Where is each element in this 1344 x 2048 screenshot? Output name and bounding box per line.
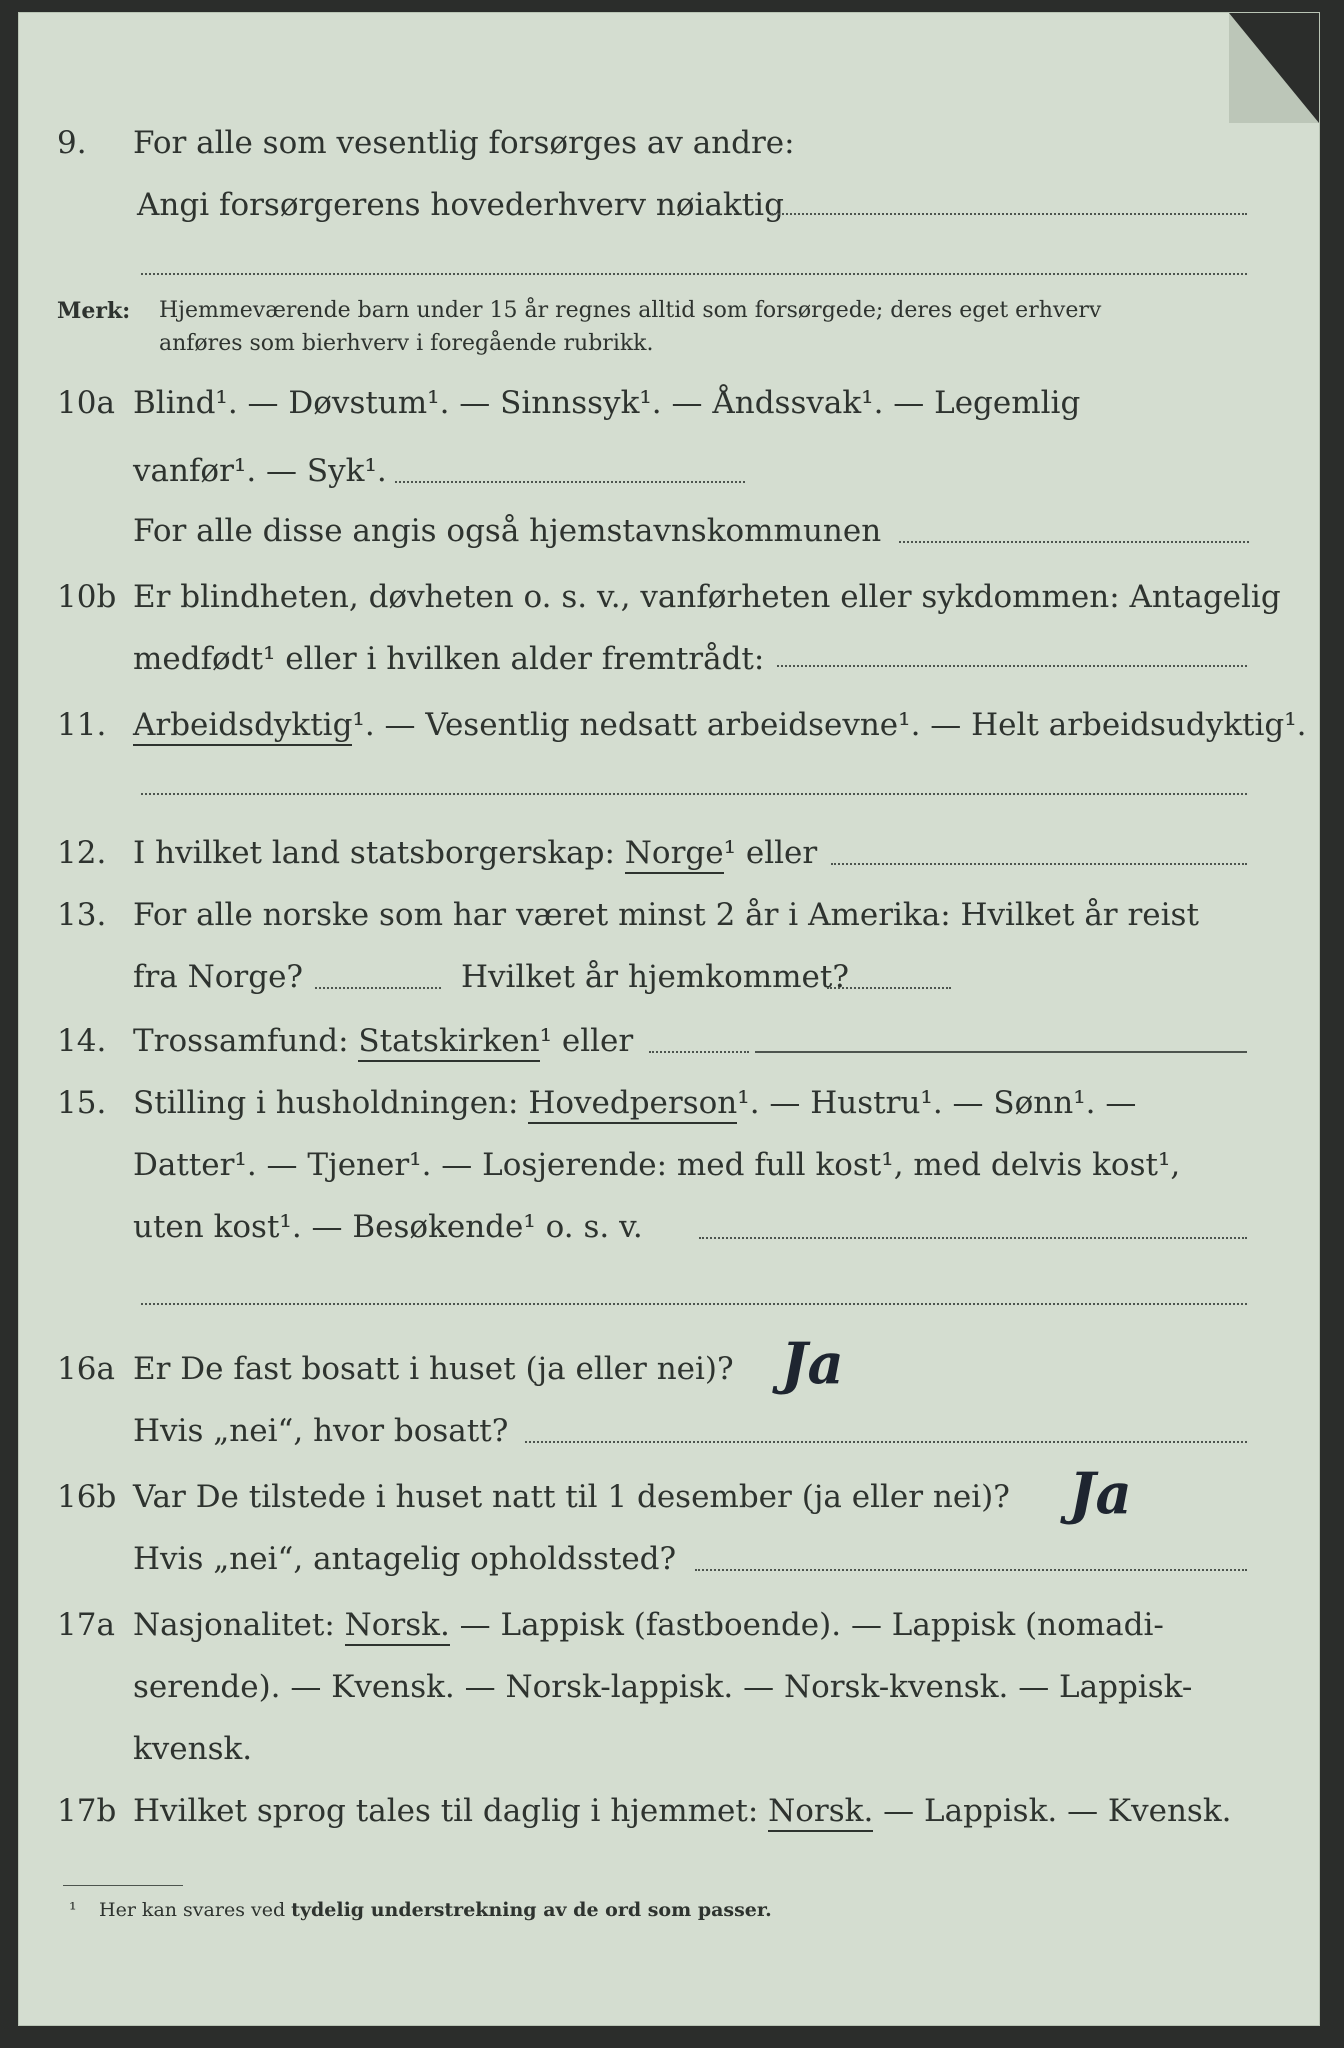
- q17a-line3: kvensk.: [133, 1731, 253, 1767]
- footnote-rule: [63, 1885, 183, 1886]
- q9-answer-field-2[interactable]: [141, 273, 1247, 275]
- q15-answer-field[interactable]: [141, 1303, 1247, 1305]
- q13-hjemkommet-field[interactable]: [827, 987, 951, 989]
- q10b-line1: Er blindheten, døvheten o. s. v., vanførheten eller sykdommen: Antagelig: [133, 579, 1281, 615]
- q9-line1: For alle som vesentlig forsørges av andre:: [133, 125, 795, 161]
- q16a-line1: Er De fast bosatt i huset (ja eller nei)?: [133, 1351, 734, 1387]
- q13-reist-field[interactable]: [315, 987, 441, 989]
- q17b-options: — Lappisk. — Kvensk.: [873, 1793, 1232, 1829]
- q13-line2a: fra Norge?: [133, 959, 304, 995]
- q17a-line2: serende). — Kvensk. — Norsk-lappisk. — Norsk-kvensk. — Lappisk-: [133, 1669, 1193, 1705]
- q16a-number: 16a: [57, 1351, 115, 1387]
- merk-line1: Hjemmeværende barn under 15 år regnes alltid som forsørgede; deres eget erhverv: [159, 298, 1102, 323]
- footnote-text: [99, 1899, 772, 1921]
- q17a-line1: [133, 1607, 1164, 1643]
- q15-line3: uten kost¹. — Besøkende¹ o. s. v.: [133, 1209, 643, 1245]
- q16a-bosatt-field[interactable]: [525, 1441, 1247, 1443]
- q12-eller: ¹ eller: [723, 835, 818, 871]
- q10a-number: 10a: [57, 385, 115, 421]
- q11-line: [133, 707, 1307, 743]
- q17a-options: — Lappisk (fastboende). — Lappisk (nomadi-: [449, 1607, 1164, 1643]
- q17b-underlined-choice: Norsk.: [768, 1793, 873, 1832]
- q14-underlined-choice: Statskirken: [358, 1023, 539, 1062]
- q9-number: 9.: [57, 125, 87, 161]
- q13-line2b: Hvilket år hjemkommet?: [461, 959, 849, 995]
- q16b-line2: Hvis „nei“, antagelig opholdssted?: [133, 1541, 677, 1577]
- footnote-text-b: tydelig understrekning av de ord som passer.: [291, 1899, 772, 1921]
- q10a-kommune-field[interactable]: [899, 541, 1249, 543]
- q14-line: [133, 1023, 633, 1059]
- q16a-line2: Hvis „nei“, hvor bosatt?: [133, 1413, 509, 1449]
- q15-number: 15.: [57, 1085, 107, 1121]
- folded-corner: [1229, 13, 1319, 123]
- q16b-handwritten-answer: Ja: [1069, 1461, 1132, 1527]
- q16b-line1: Var De tilstede i huset natt til 1 desember (ja eller nei)?: [133, 1479, 1010, 1515]
- q16b-number: 16b: [57, 1479, 117, 1515]
- q11-answer-field[interactable]: [141, 793, 1247, 795]
- q17a-question: Nasjonalitet:: [133, 1607, 345, 1643]
- q15-line2: Datter¹. — Tjener¹. — Losjerende: med full kost¹, med delvis kost¹,: [133, 1147, 1181, 1183]
- q17a-underlined-choice: Norsk.: [345, 1607, 450, 1646]
- q10b-line2: medfødt¹ eller i hvilken alder fremtrådt:: [133, 641, 765, 677]
- q12-question: I hvilket land statsborgerskap:: [133, 835, 625, 871]
- q14-other-field[interactable]: [649, 1051, 749, 1053]
- q10a-line3: For alle disse angis også hjemstavnskommunen: [133, 513, 882, 549]
- q14-eller: ¹ eller: [539, 1023, 634, 1059]
- q11-number: 11.: [57, 707, 107, 743]
- q14-number: 14.: [57, 1023, 107, 1059]
- q15-underlined-choice: Hovedperson: [528, 1085, 737, 1124]
- merk-label: Merk:: [57, 298, 131, 324]
- q10a-line2: vanfør¹. — Syk¹.: [133, 453, 387, 489]
- q14-question: Trossamfund:: [133, 1023, 359, 1059]
- q13-line1: For alle norske som har været minst 2 år i Amerika: Hvilket år reist: [133, 897, 1199, 933]
- census-form-page: [18, 12, 1320, 2026]
- q15-question: Stilling i husholdningen:: [133, 1085, 529, 1121]
- footnote-text-a: Her kan svares ved: [99, 1899, 292, 1921]
- q16b-opholdssted-field[interactable]: [695, 1569, 1247, 1571]
- q12-number: 12.: [57, 835, 107, 871]
- q9-line2: Angi forsørgerens hovederhverv nøiaktig: [137, 187, 784, 223]
- q15-options: ¹. — Hustru¹. — Sønn¹. —: [737, 1085, 1137, 1121]
- merk-line2: anføres som bierhverv i foregående rubrikk.: [159, 331, 654, 356]
- q11-underlined-choice: Arbeidsdyktig: [133, 707, 352, 746]
- q11-rest: ¹. — Vesentlig nedsatt arbeidsevne¹. — Helt arbeidsudyktig¹.: [352, 707, 1307, 743]
- q12-line: [133, 835, 817, 871]
- q16a-handwritten-answer: Ja: [781, 1331, 844, 1397]
- q12-underlined-choice: Norge: [625, 835, 724, 874]
- footnote-mark: ¹: [69, 1899, 77, 1921]
- q17b-number: 17b: [57, 1793, 117, 1829]
- q13-number: 13.: [57, 897, 107, 933]
- q10a-line1: Blind¹. — Døvstum¹. — Sinnssyk¹. — Åndssvak¹. — Legemlig: [133, 385, 1081, 421]
- q17a-number: 17a: [57, 1607, 115, 1643]
- q17b-line: [133, 1793, 1231, 1829]
- q17b-question: Hvilket sprog tales til daglig i hjemmet:: [133, 1793, 769, 1829]
- q10b-alder-field[interactable]: [777, 665, 1247, 667]
- q9-answer-field[interactable]: [771, 213, 1247, 215]
- q10a-syk-field[interactable]: [395, 481, 745, 483]
- q15-other-field[interactable]: [699, 1237, 1247, 1239]
- q10b-number: 10b: [57, 579, 117, 615]
- q12-other-field[interactable]: [831, 863, 1247, 865]
- q15-line1: [133, 1085, 1136, 1121]
- q14-other-line: [755, 1051, 1247, 1053]
